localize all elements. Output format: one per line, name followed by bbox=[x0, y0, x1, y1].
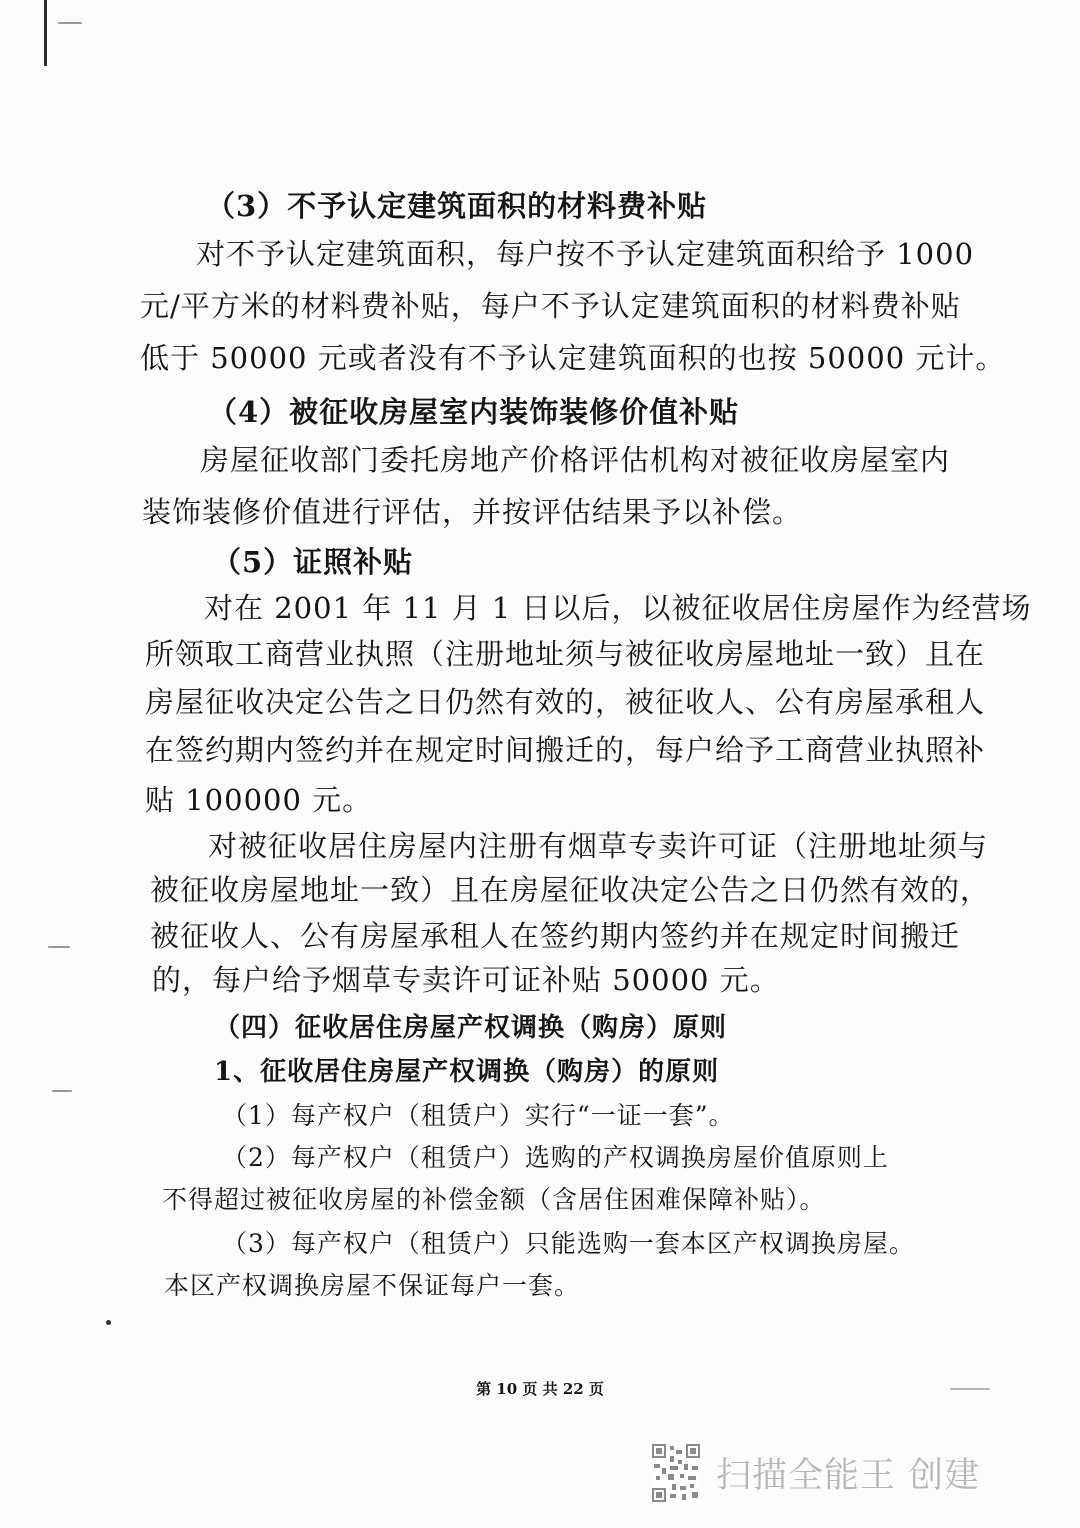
paragraph-line: （1）每产权户（租赁户）实行“一证一套”。 bbox=[222, 1101, 735, 1130]
paragraph-line: 本区产权调换房屋不保证每户一套。 bbox=[164, 1271, 581, 1300]
paragraph-line: 对不予认定建筑面积，每户按不予认定建筑面积给予 1000 bbox=[196, 237, 975, 271]
paragraph-line: 房屋征收决定公告之日仍然有效的，被征收人、公有房屋承租人 bbox=[145, 685, 986, 719]
paragraph-line: 元/平方米的材料费补贴，每户不予认定建筑面积的材料费补贴 bbox=[140, 289, 961, 323]
paragraph-line: 对在 2001 年 11 月 1 日以后，以被征收居住房屋作为经营场 bbox=[204, 591, 1032, 625]
scanner-watermark bbox=[650, 1442, 980, 1504]
paragraph-line: 所领取工商营业执照（注册地址须与被征收房屋地址一致）且在 bbox=[145, 637, 986, 671]
subsection-heading-1: 1、征收居住房屋产权调换（购房）的原则 bbox=[214, 1057, 720, 1087]
paragraph-line: 在签约期内签约并在规定时间搬迁的，每户给予工商营业执照补 bbox=[145, 733, 986, 767]
paragraph-line: （2）每产权户（租赁户）选购的产权调换房屋价值原则上 bbox=[222, 1143, 889, 1172]
paragraph-line: 被征收房屋地址一致）且在房屋征收决定公告之日仍然有效的， bbox=[150, 873, 991, 907]
paragraph-line: 房屋征收部门委托房地产价格评估机构对被征收房屋室内 bbox=[200, 443, 951, 477]
watermark-text: 扫描全能王 创建 bbox=[716, 1456, 981, 1496]
paragraph-line: （3）每产权户（租赁户）只能选购一套本区产权调换房屋。 bbox=[222, 1229, 915, 1258]
paragraph-line: 贴 100000 元。 bbox=[145, 783, 373, 817]
scan-artifact bbox=[58, 22, 82, 24]
section-heading-four: （四）征收居住房屋产权调换（购房）原则 bbox=[214, 1013, 728, 1043]
paragraph-line: 的，每户给予烟草专卖许可证补贴 50000 元。 bbox=[152, 963, 780, 997]
paragraph-line: 不得超过被征收房屋的补偿金额（含居住困难保障补贴）。 bbox=[162, 1185, 826, 1214]
scan-artifact bbox=[52, 1090, 72, 1092]
qr-code-icon bbox=[650, 1442, 702, 1504]
paragraph-line: 对被征收居住房屋内注册有烟草专卖许可证（注册地址须与 bbox=[208, 829, 989, 863]
section-heading-5: （5）证照补贴 bbox=[212, 545, 414, 579]
scan-artifact bbox=[48, 946, 70, 948]
scan-artifact bbox=[106, 1320, 111, 1325]
paragraph-line: 装饰装修价值进行评估，并按评估结果予以补偿。 bbox=[142, 495, 803, 529]
paragraph-line: 被征收人、公有房屋承租人在签约期内签约并在规定时间搬迁 bbox=[150, 919, 961, 953]
scan-edge-mark bbox=[44, 0, 47, 66]
section-heading-4: （4）被征收房屋室内装饰装修价值补贴 bbox=[208, 395, 740, 429]
section-heading-3: （3）不予认定建筑面积的材料费补贴 bbox=[206, 189, 708, 223]
paragraph-line: 低于 50000 元或者没有不予认定建筑面积的也按 50000 元计。 bbox=[140, 341, 1006, 375]
page-number-footer: 第 10 页 共 22 页 bbox=[476, 1380, 604, 1398]
